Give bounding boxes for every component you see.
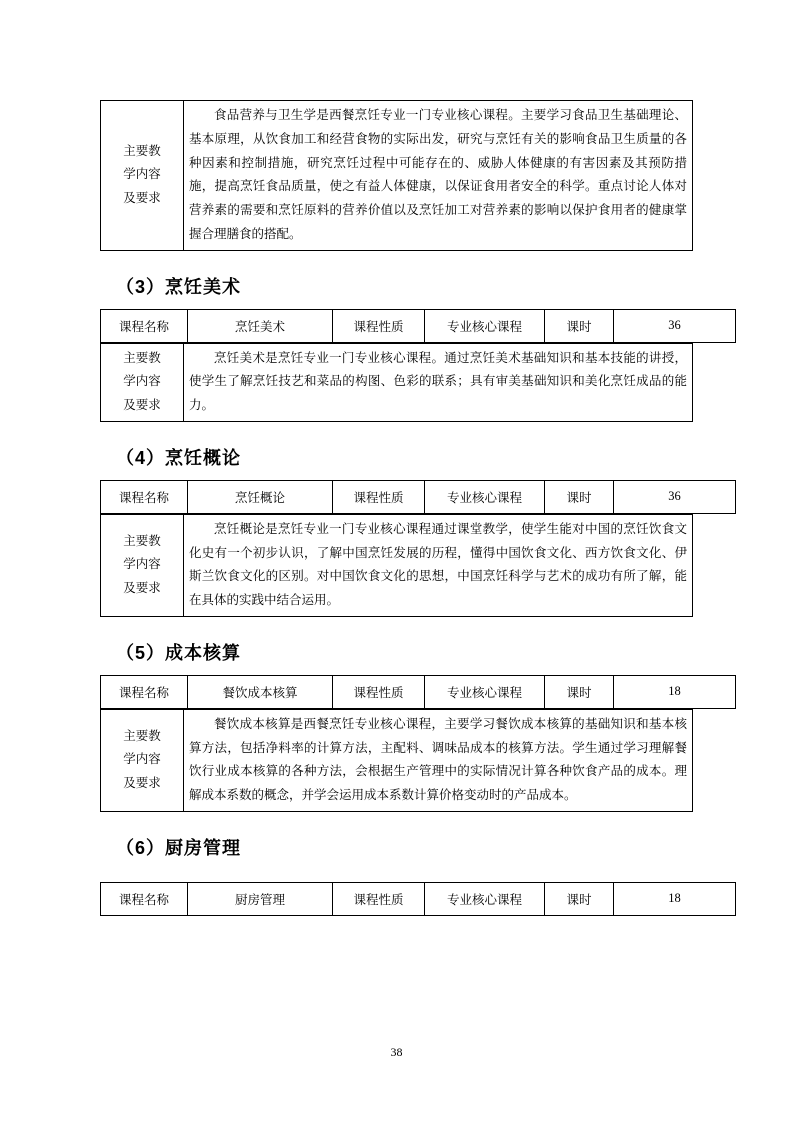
section-4-content-table	[100, 514, 693, 617]
table-row	[101, 675, 736, 708]
value-class-hours-5: 18	[614, 675, 736, 708]
section-6-header-table	[100, 882, 736, 916]
row-label-line-3: 及要求	[123, 776, 161, 791]
top-table	[100, 100, 693, 251]
section-heading-6: （6）厨房管理	[116, 837, 242, 858]
section-block-6	[100, 882, 693, 916]
row-label-teaching-content-3	[101, 343, 184, 421]
table-row	[101, 101, 693, 251]
section-heading-4: （4）烹饪概论	[116, 447, 242, 468]
row-label-teaching-content-5	[101, 709, 184, 811]
row-label-line-2: 学内容	[123, 374, 161, 389]
value-course-property-3: 专业核心课程	[425, 309, 545, 342]
header-course-property-4: 课程性质	[333, 480, 425, 513]
section-block-3	[100, 309, 693, 422]
header-course-property-6: 课程性质	[333, 882, 425, 915]
section-5-content-table	[100, 709, 693, 812]
row-label-line-3: 及要求	[123, 398, 161, 412]
table-row	[101, 882, 736, 915]
value-course-name-3: 烹饪美术	[188, 309, 333, 342]
table-row	[101, 309, 736, 342]
section-3-content-cell	[184, 343, 693, 421]
section-heading-3: （3）烹饪美术	[116, 276, 242, 297]
section-block-5	[100, 675, 693, 812]
header-course-name-3: 课程名称	[101, 309, 188, 342]
header-course-name-5: 课程名称	[101, 675, 188, 708]
header-class-hours-3: 课时	[545, 309, 614, 342]
value-course-property-4: 专业核心课程	[425, 480, 545, 513]
row-label-line-3: 及要求	[123, 581, 161, 596]
top-content-cell	[184, 101, 693, 251]
top-content-text: 食品营养与卫生学是西餐烹饪专业一门专业核心课程。主要学习食品卫生基础理论、基本原理，从饮食加工和经营食物的实际出发，研究与烹饪有关的影响食品卫生质量的各种因素和控制措施，研究烹饪过程中可能存在的、威胁人体健康的有害因素及其预防措施，提高烹饪食品质量，使之有益人体健康，以保证食用者安全的科学。重点讨论人体对营养素的需要和烹饪原料的营养价值以及烹饪加工对营养素的影响以保护食用者的健康掌握合理膳食的搭配。	[189, 108, 687, 241]
value-course-property-6: 专业核心课程	[425, 882, 545, 915]
value-course-name-5: 餐饮成本核算	[188, 675, 333, 708]
section-4-content-text: 烹饪概论是烹饪专业一门专业核心课程通过课堂教学，使学生能对中国的烹饪饮食文化史有一个初步认识，了解中国烹饪发展的历程，懂得中国饮食文化、西方饮食文化、伊斯兰饮食文化的区别。对中国饮食文化的思想，中国烹饪科学与艺术的成功有所了解，能在具体的实践中结合运用。	[189, 521, 687, 607]
header-class-hours-5: 课时	[545, 675, 614, 708]
row-label-line-1: 主要教	[123, 533, 161, 548]
section-5-header-table	[100, 675, 736, 709]
row-label-line-3: 及要求	[123, 191, 161, 206]
value-class-hours-6: 18	[614, 882, 736, 915]
section-5-content-text: 餐饮成本核算是西餐烹饪专业核心课程，主要学习餐饮成本核算的基础知识和基本核算方法，包括净料率的计算方法，主配料、调味品成本的核算方法。学生通过学习理解餐饮行业成本核算的各种方法，会根据生产管理中的实际情况计算各种饮食产品的成本。理解成本系数的概念，并学会运用成本系数计算价格变动时的产品成本。	[189, 716, 687, 802]
table-row	[101, 514, 693, 616]
table-row	[101, 709, 693, 811]
value-course-name-4: 烹饪概论	[188, 480, 333, 513]
table-row	[101, 480, 736, 513]
header-class-hours-4: 课时	[545, 480, 614, 513]
section-3-content-table	[100, 343, 693, 422]
row-label-line-1: 主要教	[123, 143, 161, 158]
section-3-content-text: 烹饪美术是烹饪专业一门专业核心课程。通过烹饪美术基础知识和基本技能的讲授，使学生了解烹饪技艺和菜品的构图、色彩的联系；具有审美基础知识和美化烹饪成品的能力。	[189, 350, 687, 412]
value-course-property-5: 专业核心课程	[425, 675, 545, 708]
header-course-name-6: 课程名称	[101, 882, 188, 915]
value-course-name-6: 厨房管理	[188, 882, 333, 915]
section-4-header-table	[100, 480, 736, 514]
section-block-4	[100, 480, 693, 617]
spacer	[100, 870, 693, 882]
section-heading-5: （5）成本核算	[116, 642, 242, 663]
row-label-line-1: 主要教	[123, 728, 161, 743]
top-content-block	[100, 100, 693, 251]
row-label-line-2: 学内容	[123, 752, 161, 767]
table-row	[101, 343, 693, 421]
row-label-teaching-content-4	[101, 514, 184, 616]
section-4-content-cell	[184, 514, 693, 616]
value-class-hours-3: 36	[614, 309, 736, 342]
section-3-header-table	[100, 309, 736, 343]
value-class-hours-4: 36	[614, 480, 736, 513]
header-class-hours-6: 课时	[545, 882, 614, 915]
row-label-line-2: 学内容	[123, 557, 161, 572]
row-label-teaching-content	[101, 101, 184, 251]
header-course-name-4: 课程名称	[101, 480, 188, 513]
section-5-content-cell	[184, 709, 693, 811]
header-course-property-3: 课程性质	[333, 309, 425, 342]
row-label-line-2: 学内容	[123, 167, 161, 182]
header-course-property-5: 课程性质	[333, 675, 425, 708]
row-label-line-1: 主要教	[123, 350, 161, 365]
page-number: 38	[390, 1045, 403, 1059]
